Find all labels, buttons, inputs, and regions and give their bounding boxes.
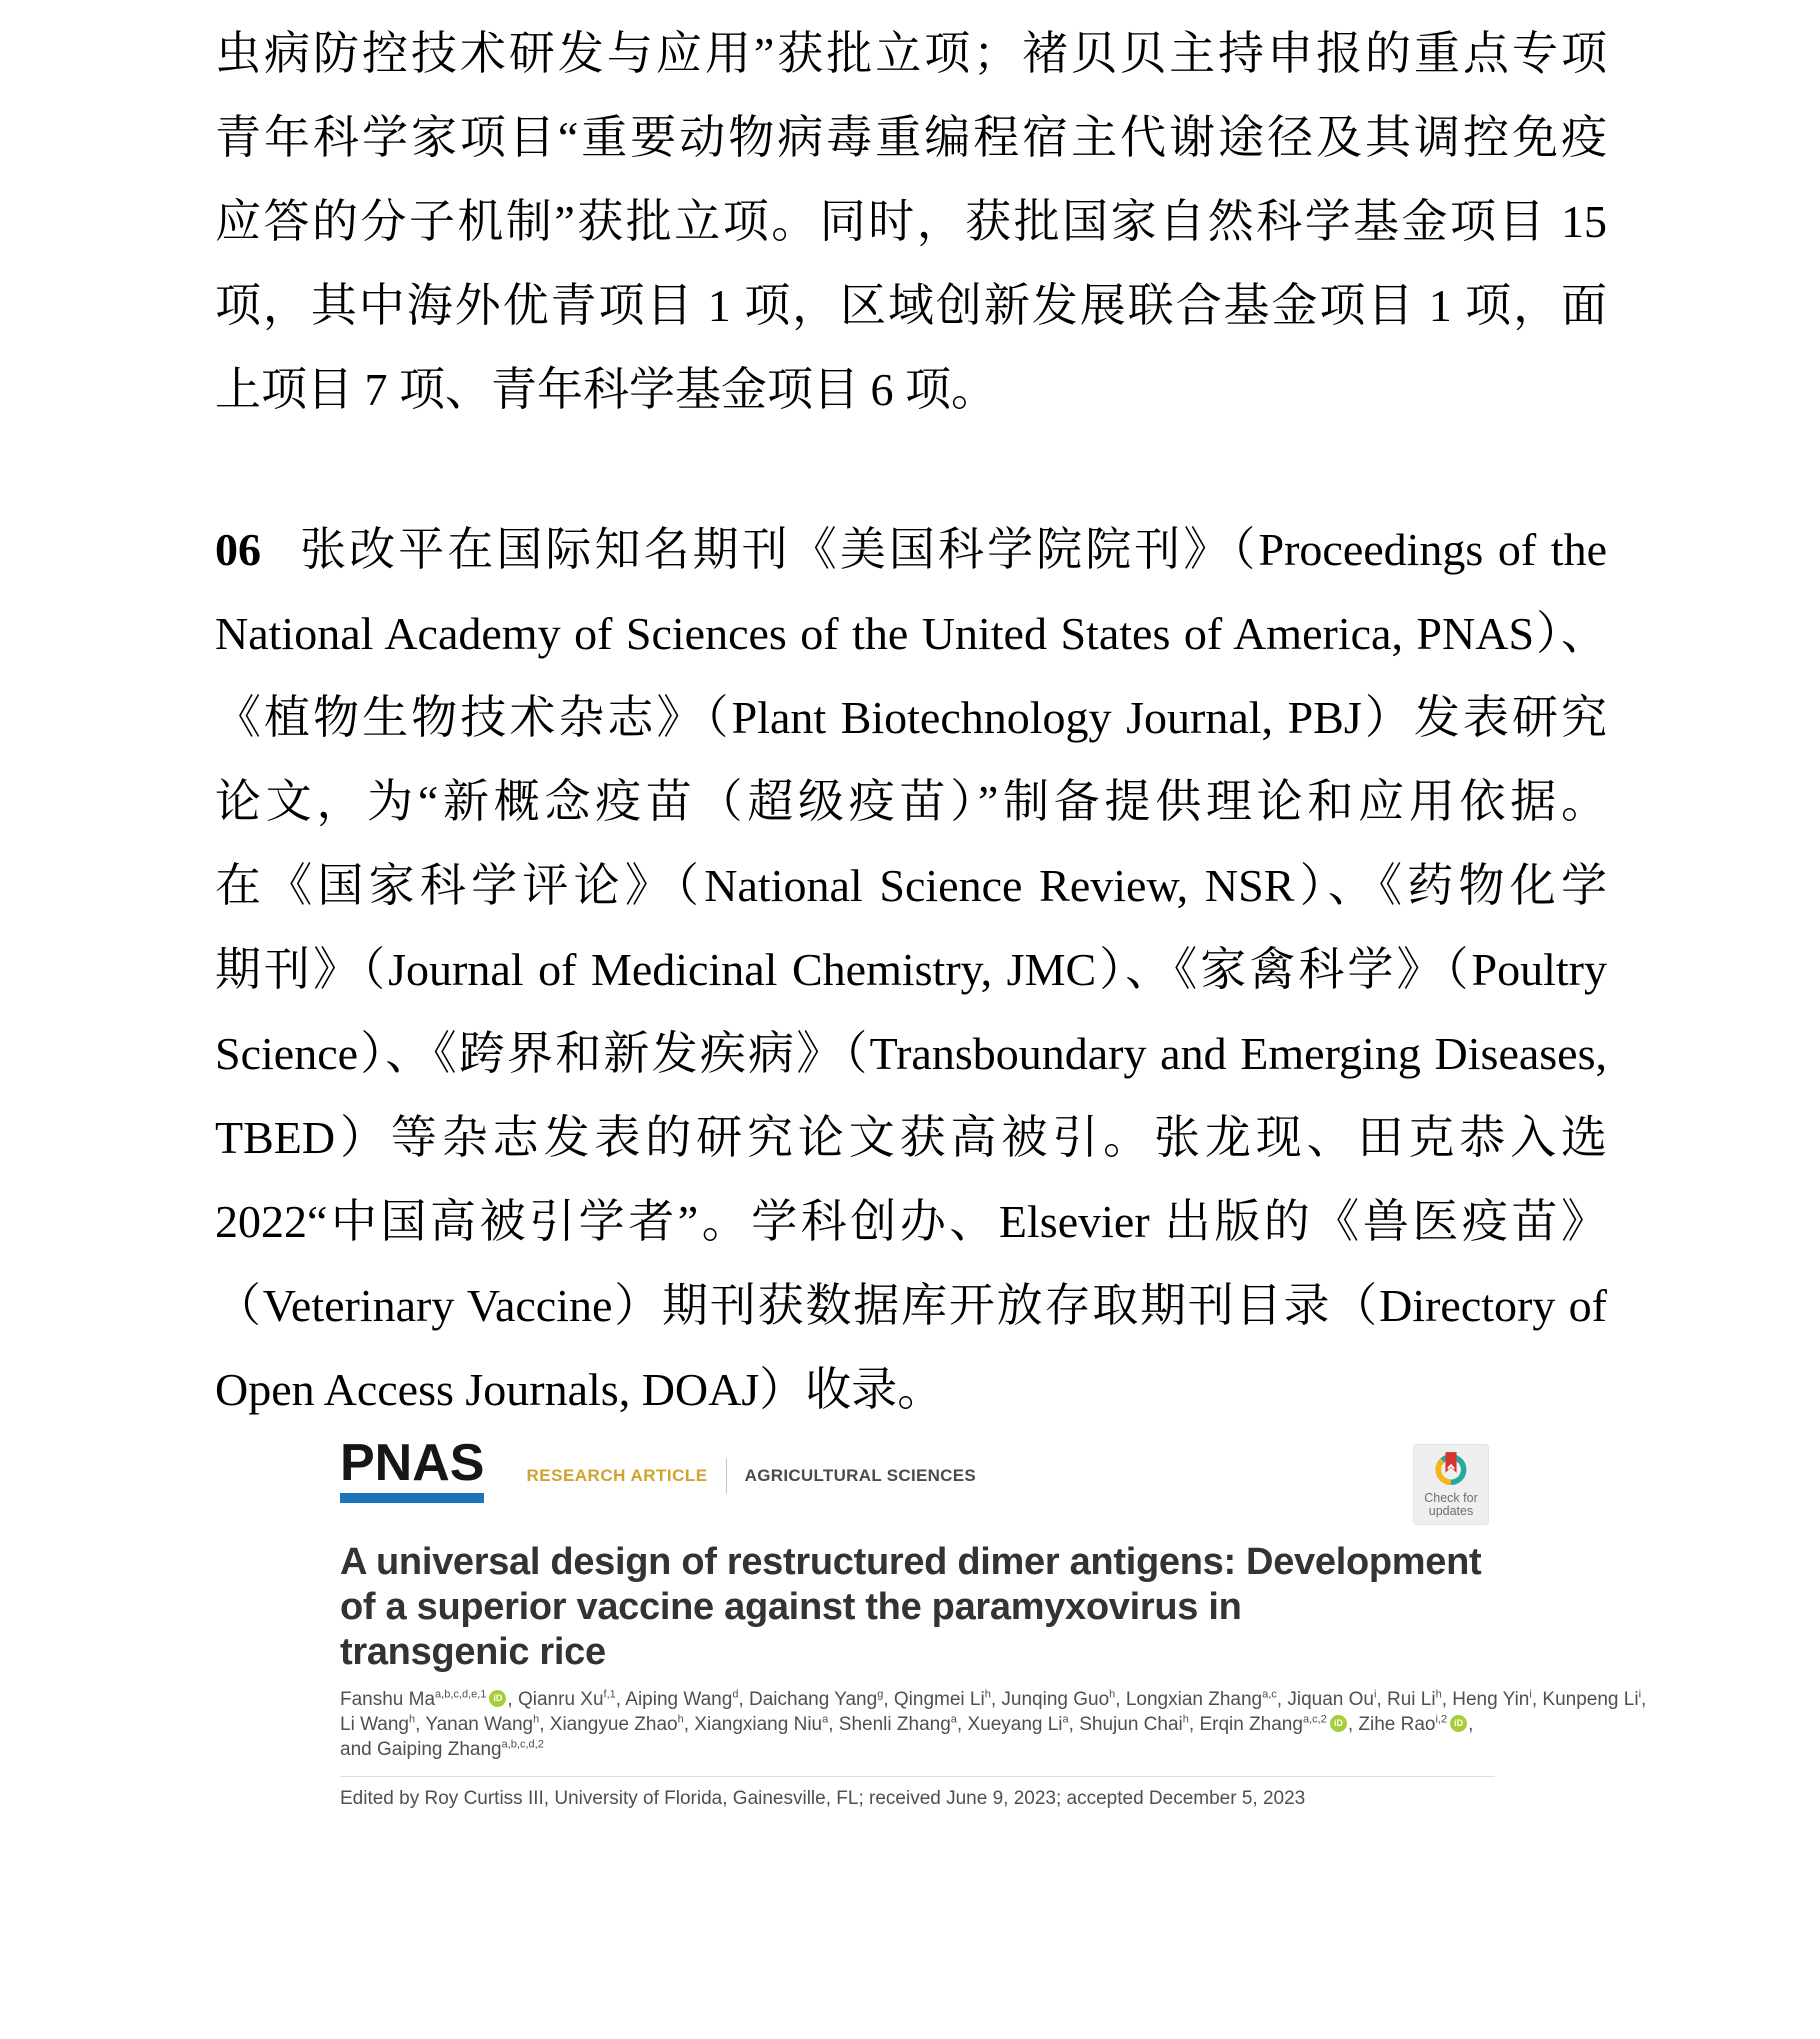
author-affiliation-superscript: h xyxy=(984,1688,991,1701)
pnas-logo-bar xyxy=(340,1493,484,1503)
author-name: Shujun Chai xyxy=(1079,1714,1183,1735)
orcid-icon: iD xyxy=(489,1690,506,1707)
header-divider xyxy=(726,1458,727,1494)
author-affiliation-superscript: d xyxy=(732,1688,739,1701)
author-affiliation-superscript: h xyxy=(409,1713,416,1726)
author-name: Xiangxiang Niu xyxy=(694,1714,823,1735)
author-affiliation-superscript: a xyxy=(822,1713,829,1726)
text-line: 《植物生物技术杂志》（Plant Biotechnology Journal, PBJ）发表研究 xyxy=(215,692,1607,743)
check-for-updates-badge xyxy=(1413,1444,1489,1525)
author-affiliation-superscript: h xyxy=(1109,1688,1116,1701)
badge-text-line1: Check for xyxy=(1424,1491,1478,1505)
author-affiliation-superscript: a,c xyxy=(1262,1688,1277,1701)
paragraph-06-first-line xyxy=(215,508,1607,592)
author-name: Fanshu Ma xyxy=(340,1689,436,1710)
author-line: Fanshu Ma$^{a,b,c,d,e,1}$ iD , Qianru Xu$^{f,1}$, Aiping Wang$^d$, Daichang Yang$^g$, Qingmei Li$^h$, Junqing Guo$^h$, Longxian Zhang$^{a,c}$, Jiquan Ou$^i$, Rui Li$^h$, Heng Yin$^i$, Kunpeng Li$^i$, xyxy=(340,1688,1647,1710)
text-line: 上项目 7 项、青年科学基金项目 6 项。 xyxy=(215,364,997,415)
text-line: 期刊》（Journal of Medicinal Chemistry, JMC）、《家禽科学》（Poultry xyxy=(215,944,1607,995)
author-name: Aiping Wang xyxy=(625,1689,733,1710)
check-for-updates-icon xyxy=(1432,1449,1470,1487)
badge-text-line2: updates xyxy=(1428,1504,1474,1518)
author-name: Erqin Zhang xyxy=(1199,1714,1303,1735)
body-text xyxy=(215,12,1607,1432)
pnas-logo-text: PNAS xyxy=(340,1434,485,1492)
pnas-header xyxy=(340,1434,1495,1522)
section-label: AGRICULTURAL SCIENCES xyxy=(744,1466,977,1485)
author-name: Li Wang xyxy=(340,1714,409,1735)
edited-by-line: Edited by Roy Curtiss III, University of Florida, Gainesville, FL; received June 9, 2023; accepted December 5, 2023 xyxy=(340,1788,1306,1809)
author-name: Daichang Yang xyxy=(749,1689,878,1710)
text-line: transgenic rice xyxy=(340,1631,606,1673)
text-line: 应答的分子机制”获批立项。同时，获批国家自然科学基金项目 15 xyxy=(215,196,1607,247)
text-line: 虫病防控技术研发与应用”获批立项；褚贝贝主持申报的重点专项 xyxy=(215,28,1607,79)
paragraph-06-text: 张改平在国际知名期刊《美国科学院院刊》（Proceedings of the xyxy=(297,524,1607,575)
item-number: 06 xyxy=(215,524,261,575)
author-name: Junqing Guo xyxy=(1001,1689,1110,1710)
text-line: of a superior vaccine against the paramyxovirus in xyxy=(340,1586,1242,1628)
author-affiliation-superscript: a xyxy=(950,1713,957,1726)
author-name: Rui Li xyxy=(1387,1689,1436,1710)
author-affiliation-superscript: g xyxy=(877,1688,884,1701)
article-title xyxy=(340,1540,1495,1675)
article-type-row xyxy=(526,1458,976,1494)
author-affiliation-superscript: a,c,2 xyxy=(1302,1713,1327,1726)
author-name: Longxian Zhang xyxy=(1125,1689,1263,1710)
author-name: Jiquan Ou xyxy=(1287,1689,1374,1710)
author-affiliation-superscript: f,1 xyxy=(603,1688,616,1701)
author-name: and Gaiping Zhang xyxy=(340,1739,502,1760)
text-line: （Veterinary Vaccine）期刊获数据库开放存取期刊目录（Directory of xyxy=(215,1280,1607,1331)
author-affiliation-superscript: a,b,c,d,2 xyxy=(501,1738,544,1751)
author-affiliation-superscript: h xyxy=(1435,1688,1442,1701)
author-name: Kunpeng Li xyxy=(1542,1689,1639,1710)
orcid-icon: iD xyxy=(1450,1715,1467,1732)
text-line: National Academy of Sciences of the United States of America, PNAS）、 xyxy=(215,608,1607,659)
author-affiliation-superscript: a xyxy=(1062,1713,1069,1726)
figure-rule xyxy=(340,1776,1495,1777)
author-name: Shenli Zhang xyxy=(838,1714,951,1735)
author-line xyxy=(340,1737,1495,1762)
author-affiliation-superscript: h xyxy=(677,1713,684,1726)
text-line: TBED）等杂志发表的研究论文获高被引。张龙现、田克恭入选 xyxy=(215,1112,1607,1163)
text-line: 青年科学家项目“重要动物病毒重编程宿主代谢途径及其调控免疫 xyxy=(215,112,1607,163)
text-line: Open Access Journals, DOAJ）收录。 xyxy=(215,1364,944,1415)
author-name: Yanan Wang xyxy=(425,1714,534,1735)
author-affiliation-superscript: i xyxy=(1373,1688,1377,1701)
author-name: Zihe Rao xyxy=(1358,1714,1436,1735)
author-affiliation-superscript: h xyxy=(533,1713,540,1726)
author-affiliation-superscript: i xyxy=(1638,1688,1642,1701)
pnas-logo xyxy=(340,1434,485,1503)
text-line: 论文，为“新概念疫苗（超级疫苗）”制备提供理论和应用依据。 xyxy=(215,776,1607,827)
text-line: 2022“中国高被引学者”。学科创办、Elsevier 出版的《兽医疫苗》 xyxy=(215,1196,1607,1247)
paragraph-06 xyxy=(215,508,1607,1432)
author-name: Heng Yin xyxy=(1452,1689,1530,1710)
author-name: Qianru Xu xyxy=(517,1689,604,1710)
text-line: Science）、《跨界和新发疾病》（Transboundary and Emerging Diseases, xyxy=(215,1028,1607,1079)
text-line: A universal design of restructured dimer antigens: Development xyxy=(340,1541,1482,1583)
paragraph-projects xyxy=(215,12,1607,432)
text-line: 项，其中海外优青项目 1 项，区域创新发展联合基金项目 1 项，面 xyxy=(215,280,1608,331)
paragraph-06-rest xyxy=(215,592,1607,1432)
author-list xyxy=(340,1687,1647,1762)
orcid-icon: iD xyxy=(1330,1715,1347,1732)
author-affiliation-superscript: i xyxy=(1529,1688,1532,1701)
article-type-label: RESEARCH ARTICLE xyxy=(526,1466,708,1485)
author-affiliation-superscript: i,2 xyxy=(1435,1713,1448,1726)
author-name: Xueyang Li xyxy=(967,1714,1063,1735)
author-name: Qingmei Li xyxy=(893,1689,985,1710)
author-affiliation-superscript: a,b,c,d,e,1 xyxy=(435,1688,487,1701)
pnas-article-figure xyxy=(340,1434,1647,1811)
author-affiliation-superscript: h xyxy=(1182,1713,1189,1726)
text-line: 在《国家科学评论》（National Science Review, NSR）、《药物化学 xyxy=(215,860,1607,911)
author-line: Li Wang$^h$, Yanan Wang$^h$, Xiangyue Zhao$^h$, Xiangxiang Niu$^a$, Shenli Zhang$^a$, Xueyang Li$^a$, Shujun Chai$^h$, Erqin Zhang$^{a,c,2}$ iD , Zihe Rao$^{i,2}$ iD , xyxy=(340,1713,1474,1735)
author-name: Xiangyue Zhao xyxy=(549,1714,678,1735)
